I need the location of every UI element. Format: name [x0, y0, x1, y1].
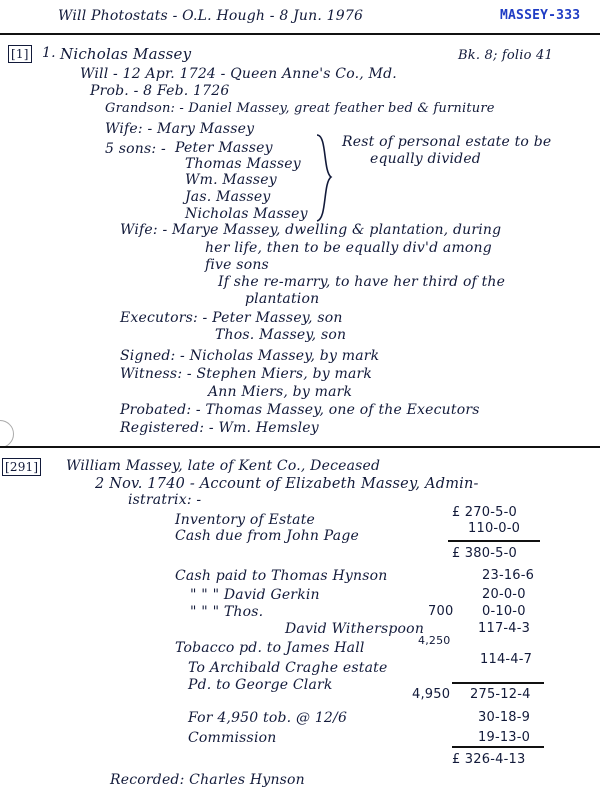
- probated: Probated: - Thomas Massey, one of the Executors: [120, 402, 480, 418]
- decedent-name: William Massey, late of Kent Co., Deceased: [66, 458, 381, 474]
- catalog-id: MASSEY-333: [500, 8, 581, 23]
- payment-amount: 0-10-0: [482, 604, 526, 619]
- payment-label: " " " Thos.: [190, 604, 264, 620]
- account-line: 2 Nov. 1740 - Account of Elizabeth Massey, Admin-: [95, 476, 479, 492]
- sons-label: 5 sons: -: [105, 141, 166, 157]
- wife-first: Wife: - Mary Massey: [105, 121, 255, 137]
- son-name: Nicholas Massey: [185, 206, 308, 222]
- executors: Executors: - Peter Massey, son: [120, 310, 343, 326]
- item-amount: 110-0-0: [468, 521, 521, 536]
- remarry-clause: plantation: [245, 291, 320, 307]
- payment-label: " " " David Gerkin: [190, 587, 320, 603]
- entry-index: [291]: [2, 458, 41, 476]
- tobacco-total: 4,950: [412, 687, 451, 702]
- subtotal: £ 380-5-0: [452, 546, 517, 561]
- punch-hole: [0, 420, 14, 448]
- payment-amount: 117-4-3: [478, 621, 531, 636]
- payment-amount: 114-4-7: [480, 652, 533, 667]
- header-rule: [0, 33, 600, 35]
- wife-bequest: her life, then to be equally div'd among: [205, 240, 492, 256]
- son-name: Jas. Massey: [185, 189, 271, 205]
- payment-label: Pd. to George Clark: [188, 677, 333, 693]
- section-rule: [0, 446, 600, 448]
- registered: Registered: - Wm. Hemsley: [120, 420, 319, 436]
- fee-amount: 30-18-9: [478, 710, 531, 725]
- payment-label: Cash paid to Thomas Hynson: [175, 568, 388, 584]
- book-reference: Bk. 8; folio 41: [458, 48, 553, 63]
- sons-brace: [313, 133, 335, 223]
- grandson-bequest: Grandson: - Daniel Massey, great feather bed & furniture: [105, 101, 495, 116]
- sum-rule: [452, 682, 544, 684]
- sum-rule: [448, 540, 540, 542]
- witness: Ann Miers, by mark: [208, 384, 353, 400]
- rest-note: equally divided: [370, 151, 481, 167]
- son-name: Thomas Massey: [185, 156, 301, 172]
- probate-date: Prob. - 8 Feb. 1726: [90, 83, 230, 99]
- testator-name: Nicholas Massey: [60, 45, 192, 63]
- entry-index: [1]: [8, 45, 32, 63]
- payment-label: To Archibald Craghe estate: [188, 660, 388, 676]
- commission-label: Commission: [188, 730, 277, 746]
- son-name: Peter Massey: [175, 140, 273, 156]
- payments-total: 275-12-4: [470, 687, 531, 702]
- item-amount: £ 270-5-0: [452, 505, 517, 520]
- rest-note: Rest of personal estate to be: [342, 134, 552, 150]
- payment-label: Tobacco pd. to James Hall: [175, 640, 365, 656]
- grand-total: £ 326-4-13: [452, 752, 526, 767]
- payment-amount: 20-0-0: [482, 587, 526, 602]
- item-label: Inventory of Estate: [175, 512, 316, 528]
- entry-number: 1.: [42, 45, 56, 61]
- remarry-clause: If she re-marry, to have her third of the: [218, 274, 506, 290]
- account-line: istratrix: -: [128, 492, 202, 508]
- header-line: Will Photostats - O.L. Hough - 8 Jun. 1976: [58, 8, 364, 24]
- son-name: Wm. Massey: [185, 172, 277, 188]
- payment-amount: 23-16-6: [482, 568, 535, 583]
- fee-label: For 4,950 tob. @ 12/6: [188, 710, 348, 726]
- wife-bequest: five sons: [205, 257, 269, 273]
- item-label: Cash due from John Page: [175, 528, 359, 544]
- recorded-by: Recorded: Charles Hynson: [110, 772, 305, 788]
- commission-amount: 19-13-0: [478, 730, 531, 745]
- payment-label: David Witherspoon: [285, 621, 425, 637]
- payment-extra: 700: [428, 604, 454, 619]
- wife-bequest: Wife: - Marye Massey, dwelling & plantation, during: [120, 222, 502, 238]
- payment-extra: 4,250: [418, 634, 451, 647]
- will-date: Will - 12 Apr. 1724 - Queen Anne's Co., Md.: [80, 66, 397, 82]
- sum-rule: [452, 746, 544, 748]
- executors: Thos. Massey, son: [215, 327, 347, 343]
- witness: Witness: - Stephen Miers, by mark: [120, 366, 373, 382]
- signed: Signed: - Nicholas Massey, by mark: [120, 348, 380, 364]
